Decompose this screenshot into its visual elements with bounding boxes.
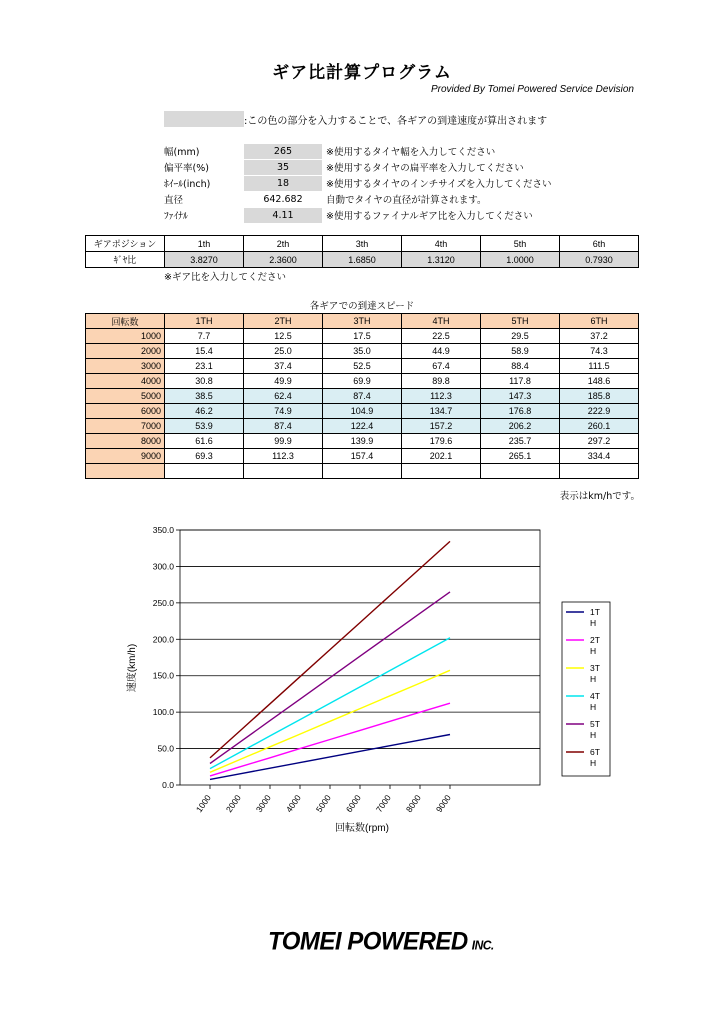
speed-cell: 22.5 (402, 329, 481, 344)
gear-ratio-table (85, 235, 639, 268)
x-tick-label: 2000 (223, 792, 243, 815)
x-tick-label: 3000 (253, 792, 273, 815)
gear-position: 1th (165, 236, 244, 252)
speed-cell: 29.5 (481, 329, 560, 344)
speed-row-empty (86, 464, 639, 479)
param-label: 幅(mm) (164, 147, 200, 158)
speed-cell: 265.1 (481, 449, 560, 464)
param-input[interactable]: 265 (244, 144, 322, 159)
y-tick-label: 100.0 (152, 707, 174, 718)
speed-cell: 179.6 (402, 434, 481, 449)
empty-cell (244, 464, 323, 479)
speed-cell: 23.1 (165, 359, 244, 374)
logo-text: TOMEI POWERED (268, 927, 468, 956)
gear-ratio-input[interactable]: 2.3600 (244, 252, 323, 268)
speed-cell: 297.2 (560, 434, 639, 449)
chart-grid (180, 530, 540, 749)
gear-position: 2th (244, 236, 323, 252)
speed-cell: 46.2 (165, 404, 244, 419)
gear-position: 6th (560, 236, 639, 252)
page-subtitle: Provided By Tomei Powered Service Devision (430, 84, 634, 95)
gear-ratio-note: ※ギア比を入力してください (164, 272, 286, 283)
speed-cell: 17.5 (323, 329, 402, 344)
speed-row (86, 404, 639, 419)
speed-cell: 112.3 (402, 389, 481, 404)
legend-label: 3T (590, 663, 600, 673)
speed-table (85, 313, 639, 479)
param-hint: ※使用するファイナルギア比を入力してください (326, 211, 533, 222)
legend-label: 1T (590, 607, 600, 617)
rpm-cell: 6000 (86, 404, 165, 419)
series-line-5th (210, 592, 450, 764)
speed-cell: 117.8 (481, 374, 560, 389)
rpm-cell: 3000 (86, 359, 165, 374)
param-row (164, 191, 487, 207)
x-tick-label: 8000 (403, 792, 423, 815)
series-line-2th (210, 703, 450, 776)
legend-label: H (590, 618, 597, 628)
rpm-cell: 5000 (86, 389, 165, 404)
speed-row (86, 389, 639, 404)
speed-cell: 37.4 (244, 359, 323, 374)
legend-box (562, 602, 610, 776)
x-tick-label: 7000 (373, 792, 393, 815)
speed-cell: 104.9 (323, 404, 402, 419)
speed-cell: 260.1 (560, 419, 639, 434)
empty-cell (165, 464, 244, 479)
speed-chart (90, 518, 650, 848)
x-axis-label: 回転数(rpm) (335, 823, 389, 834)
param-input[interactable]: 35 (244, 160, 322, 175)
rpm-cell: 7000 (86, 419, 165, 434)
gear-header: 3TH (323, 314, 402, 329)
gear-ratio-input[interactable]: 3.8270 (165, 252, 244, 268)
x-tick-label: 9000 (433, 792, 453, 815)
chart-series (210, 541, 450, 779)
param-row (164, 143, 495, 159)
speed-cell: 30.8 (165, 374, 244, 389)
x-tick-label: 4000 (283, 792, 303, 815)
param-input[interactable]: 18 (244, 176, 322, 191)
empty-cell (481, 464, 560, 479)
input-color-note (164, 111, 547, 127)
speed-cell: 139.9 (323, 434, 402, 449)
rpm-cell: 2000 (86, 344, 165, 359)
gear-ratio-input[interactable]: 1.0000 (481, 252, 560, 268)
speed-cell: 61.6 (165, 434, 244, 449)
speed-row (86, 374, 639, 389)
speed-cell: 49.9 (244, 374, 323, 389)
speed-cell: 25.0 (244, 344, 323, 359)
speed-row (86, 419, 639, 434)
speed-cell: 87.4 (323, 389, 402, 404)
speed-cell: 122.4 (323, 419, 402, 434)
speed-cell: 112.3 (244, 449, 323, 464)
speed-cell: 88.4 (481, 359, 560, 374)
gear-header: 6TH (560, 314, 639, 329)
param-hint: ※使用するタイヤのインチサイズを入力してください (326, 179, 552, 190)
param-row (164, 159, 524, 175)
unit-note: 表示はkm/hです。 (559, 491, 640, 502)
logo-suffix: INC. (471, 937, 494, 953)
y-tick-label: 0.0 (162, 780, 174, 790)
page-title: ギア比計算プログラム (272, 63, 452, 83)
y-tick-label: 300.0 (152, 561, 174, 572)
param-row (164, 207, 533, 223)
speed-cell: 148.6 (560, 374, 639, 389)
gear-position: 3th (323, 236, 402, 252)
gear-ratio-input[interactable]: 0.7930 (560, 252, 639, 268)
speed-cell: 7.7 (165, 329, 244, 344)
speed-cell: 222.9 (560, 404, 639, 419)
rpm-cell: 9000 (86, 449, 165, 464)
param-hint: ※使用するタイヤの扁平率を入力してください (326, 163, 524, 174)
chart-axes (153, 525, 540, 814)
legend-label: 6T (590, 747, 600, 757)
legend-label: H (590, 646, 597, 656)
gear-position-label: ギアポジション (86, 236, 165, 252)
rpm-cell: 4000 (86, 374, 165, 389)
speed-cell: 334.4 (560, 449, 639, 464)
rpm-cell: 1000 (86, 329, 165, 344)
legend-label: 2T (590, 635, 600, 645)
input-color-swatch (164, 111, 244, 127)
gear-header: 5TH (481, 314, 560, 329)
company-logo (268, 927, 494, 956)
speed-row (86, 449, 639, 464)
param-hint: ※使用するタイヤ幅を入力してください (326, 147, 496, 158)
speed-cell: 176.8 (481, 404, 560, 419)
speed-cell: 69.3 (165, 449, 244, 464)
empty-cell (402, 464, 481, 479)
speed-cell: 185.8 (560, 389, 639, 404)
speed-cell: 89.8 (402, 374, 481, 389)
chart-legend (562, 602, 610, 776)
empty-cell (323, 464, 402, 479)
speed-cell: 53.9 (165, 419, 244, 434)
empty-cell (560, 464, 639, 479)
y-tick-label: 200.0 (152, 634, 174, 645)
speed-cell: 99.9 (244, 434, 323, 449)
gear-header: 4TH (402, 314, 481, 329)
y-tick-label: 150.0 (152, 670, 174, 681)
param-hint: 自動でタイヤの直径が計算されます。 (326, 195, 487, 206)
x-tick-label: 6000 (343, 792, 363, 815)
speed-cell: 15.4 (165, 344, 244, 359)
legend-label: H (590, 674, 597, 684)
speed-row (86, 434, 639, 449)
legend-label: H (590, 730, 597, 740)
input-note-text: :この色の部分を入力することで、各ギアの到達速度が算出されます (244, 115, 548, 127)
param-label: ﾌｧｲﾅﾙ (164, 211, 188, 222)
speed-cell: 38.5 (165, 389, 244, 404)
rpm-header: 回転数 (86, 314, 165, 329)
speed-table-header (86, 314, 639, 329)
param-input[interactable]: 4.11 (244, 208, 322, 223)
speed-table-caption: 各ギアでの到達スピード (309, 301, 415, 312)
gear-ratio-input[interactable]: 1.6850 (323, 252, 402, 268)
speed-cell: 74.3 (560, 344, 639, 359)
gear-header: 1TH (165, 314, 244, 329)
legend-label: 4T (590, 691, 600, 701)
speed-row (86, 329, 639, 344)
param-row (164, 175, 552, 191)
speed-cell: 52.5 (323, 359, 402, 374)
param-label: ﾎｲｰﾙ(inch) (164, 179, 211, 190)
y-axis-label: 速度(km/h) (127, 643, 138, 693)
speed-cell: 69.9 (323, 374, 402, 389)
speed-cell: 206.2 (481, 419, 560, 434)
param-label: 直径 (164, 195, 184, 206)
speed-row (86, 344, 639, 359)
speed-cell: 62.4 (244, 389, 323, 404)
speed-cell: 12.5 (244, 329, 323, 344)
legend-label: H (590, 758, 597, 768)
x-tick-label: 5000 (313, 792, 333, 815)
speed-cell: 157.2 (402, 419, 481, 434)
param-value: 642.682 (263, 193, 303, 205)
speed-cell: 35.0 (323, 344, 402, 359)
series-line-6th (210, 541, 450, 758)
speed-cell: 111.5 (560, 359, 639, 374)
speed-cell: 235.7 (481, 434, 560, 449)
legend-label: H (590, 702, 597, 712)
speed-cell: 87.4 (244, 419, 323, 434)
param-label: 偏平率(%) (164, 163, 209, 174)
speed-cell: 134.7 (402, 404, 481, 419)
speed-cell: 37.2 (560, 329, 639, 344)
gear-position: 4th (402, 236, 481, 252)
gear-ratio-row (86, 252, 639, 268)
rpm-cell: 8000 (86, 434, 165, 449)
gear-ratio-label: ｷﾞﾔ比 (86, 252, 165, 268)
speed-cell: 44.9 (402, 344, 481, 359)
speed-cell: 147.3 (481, 389, 560, 404)
gear-ratio-input[interactable]: 1.3120 (402, 252, 481, 268)
gear-header: 2TH (244, 314, 323, 329)
x-tick-label: 1000 (193, 792, 213, 815)
gear-position: 5th (481, 236, 560, 252)
legend-label: 5T (590, 719, 600, 729)
empty-cell (86, 464, 165, 479)
series-line-4th (210, 638, 450, 769)
y-tick-label: 250.0 (152, 597, 174, 608)
y-tick-label: 50.0 (157, 743, 174, 754)
speed-cell: 58.9 (481, 344, 560, 359)
speed-row (86, 359, 639, 374)
speed-cell: 74.9 (244, 404, 323, 419)
speed-cell: 157.4 (323, 449, 402, 464)
y-tick-label: 350.0 (152, 525, 174, 535)
gear-position-row (86, 236, 639, 252)
speed-cell: 67.4 (402, 359, 481, 374)
speed-cell: 202.1 (402, 449, 481, 464)
